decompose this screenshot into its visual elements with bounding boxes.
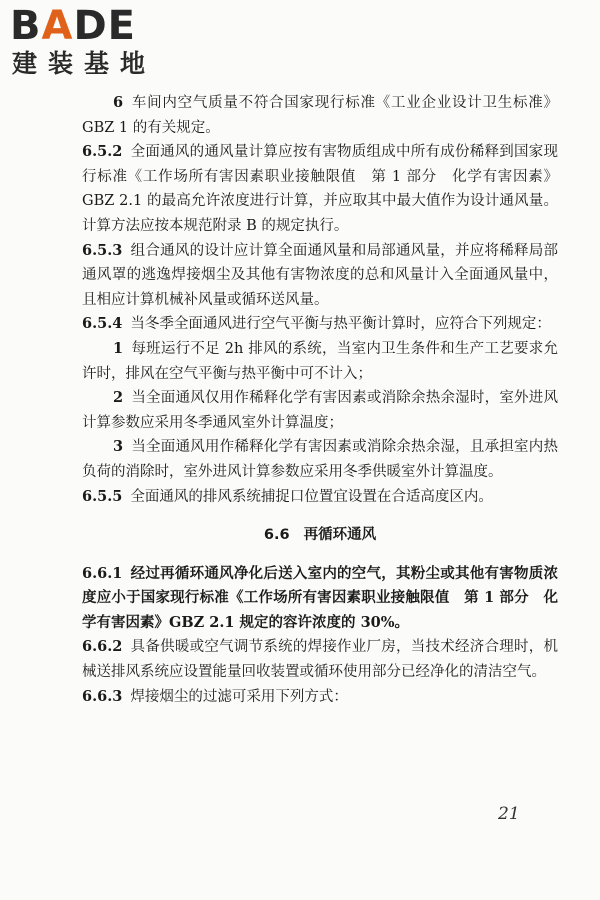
clause-6-5-3: 6.5.3 组合通风的设计应计算全面通风量和局部通风量，并应将稀释局部通风罩的逃逸焊接烟尘及其他有害物浓度的总和风量计入全面通风量中，且相应计算机械补风量或循环送风量。 [82, 241, 558, 308]
clause-6: 6 车间内空气质量不符合国家现行标准《工业企业设计卫生标准》GBZ 1 的有关规定。 [82, 94, 558, 136]
clause-6-5-4-item-1: 1 每班运行不足 2h 排风的系统，当室内卫生条件和生产工艺要求允许时，排风在空气平衡与热平衡中可不计入； [82, 339, 558, 382]
clause-6-6-1: 6.6.1 经过再循环通风净化后送入室内的空气，其粉尘或其他有害物质浓度应小于国家现行标准《工作场所有害因素职业接触限值 第 1 部分 化学有害因素》GBZ 2.1 规定的容许浓度的 30%。 [82, 564, 558, 631]
clause-6-6-2: 6.6.2 具备供暖或空气调节系统的焊接作业厂房，当技术经济合理时，机械送排风系统应设置能量回收装置或循环使用部分已经净化的清洁空气。 [82, 638, 558, 681]
section-heading: 6.6 再循环通风 [263, 527, 377, 544]
logo [10, 4, 180, 80]
clause-6-5-4-item-3: 3 当全面通风用作稀释化学有害因素或消除余热余湿，且承担室内热负荷的消除时，室外进风计算参数应采用冬季供暖室外计算温度。 [82, 438, 558, 480]
clause-6-5-5: 6.5.5 全面通风的排风系统捕捉口位置宜设置在合适高度区内。 [82, 487, 493, 505]
clause-6-6-3: 6.6.3 焊接烟尘的过滤可采用下列方式： [82, 687, 348, 705]
clause-6-5-4: 6.5.4 当冬季全面通风进行空气平衡与热平衡计算时，应符合下列规定： [82, 315, 551, 333]
logo-wordmark: BADE [10, 3, 136, 49]
page-number: 21 [498, 804, 520, 824]
clause-6-5-2: 6.5.2 全面通风的通风量计算应按有害物质组成中所有成份稀释到国家现行标准《工作场所有害因素职业接触限值 第 1 部分 化学有害因素》GBZ 2.1 的最高允许浓度进行计算，并应取其中最大值作为设计通风量。计算方法应按本规范附录 B 的规定执行。 [82, 143, 558, 234]
clause-6-5-4-item-2: 2 当全面通风仅用作稀释化学有害因素或消除余热余湿时，室外进风计算参数应采用冬季通风室外计算温度； [82, 389, 558, 431]
logo-subtitle: 建装基地 [12, 49, 157, 78]
document-body [82, 91, 558, 709]
